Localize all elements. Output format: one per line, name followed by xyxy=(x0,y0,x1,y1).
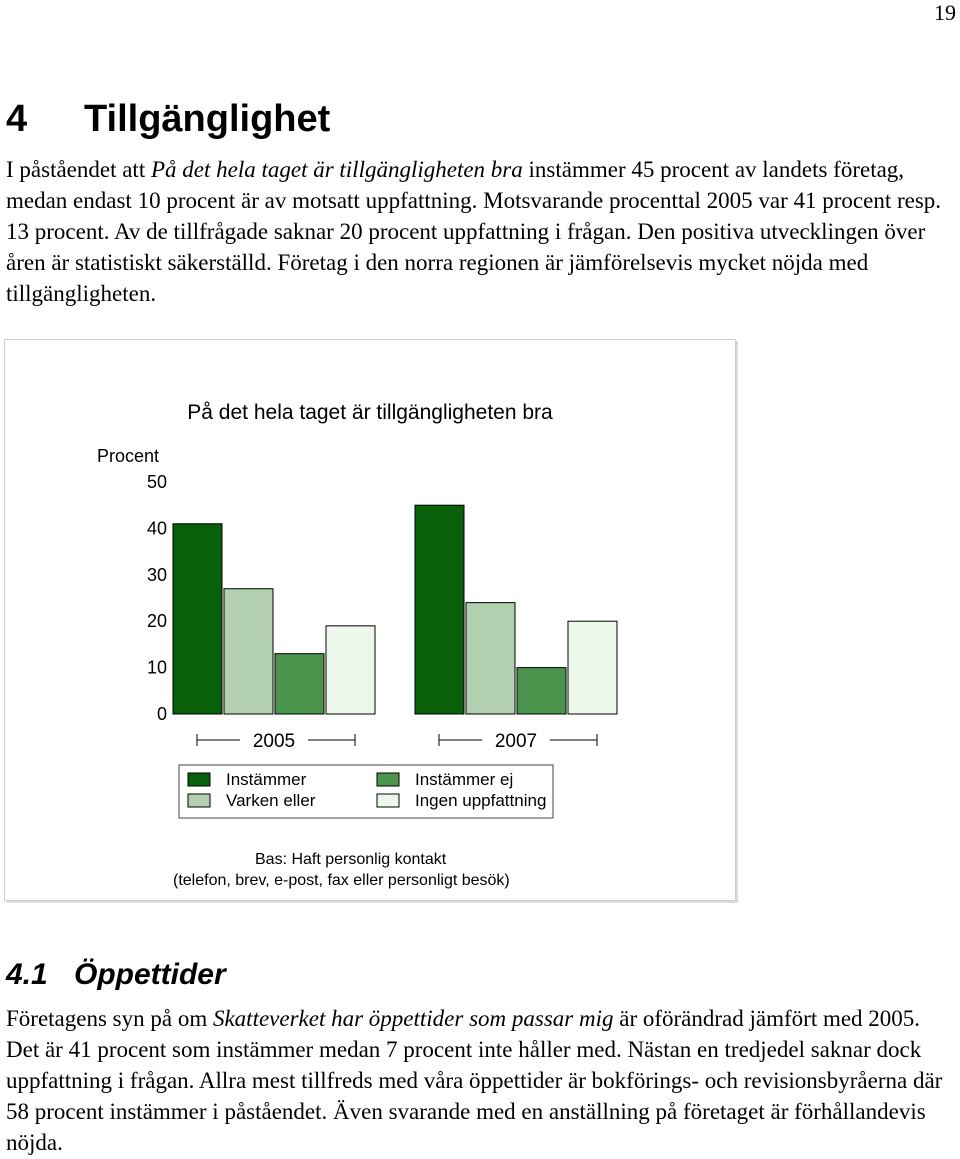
subsection-paragraph xyxy=(6,1003,956,1158)
bar xyxy=(275,654,324,714)
x-category-label: 2005 xyxy=(252,731,296,752)
chart-y-axis-label: Procent xyxy=(97,446,160,466)
subsection-number: 4.1 xyxy=(6,958,48,991)
page-number: 19 xyxy=(934,0,956,25)
bars xyxy=(173,505,617,714)
bar xyxy=(415,505,464,714)
x-category-labels xyxy=(197,731,597,752)
subsection-paragraph-part1: Företagens syn på om xyxy=(6,1006,213,1031)
section-number: 4 xyxy=(6,98,28,140)
legend-label: Instämmer ej xyxy=(415,770,514,789)
legend-label: Varken eller xyxy=(226,791,316,810)
bar-chart xyxy=(5,340,735,900)
subsection-paragraph-statement: Skatteverket har öppettider som passar mig xyxy=(212,1006,614,1031)
legend-swatch xyxy=(188,794,210,807)
y-tick-label: 20 xyxy=(146,611,167,632)
section-heading xyxy=(6,98,330,141)
legend-swatch xyxy=(188,773,210,786)
bar xyxy=(568,621,617,714)
chart-figure xyxy=(4,339,736,901)
section-paragraph-part2: instämmer 45 procent av landets företag, medan endast 10 procent är av motsatt uppfattning. Motsvarande procenttal 2005 var 41 procent resp. 13 procent. Av de tillfrågade saknar 20 procent uppfattning i frågan. Den positiva utvecklingen över åren är statistiskt säkerställd. Företag i den norra regionen är jämförelsevis mycket nöjda med tillgängligheten. xyxy=(6,157,942,306)
bar xyxy=(173,524,222,714)
bar xyxy=(224,589,273,714)
bar xyxy=(326,626,375,714)
y-tick-label: 10 xyxy=(146,657,167,678)
y-tick-labels xyxy=(147,472,167,724)
legend-label: Instämmer xyxy=(226,770,307,789)
bar xyxy=(466,603,515,714)
legend-swatch xyxy=(377,794,399,807)
subsection-title: Öppettider xyxy=(74,958,226,991)
subsection-heading xyxy=(6,958,226,992)
y-tick-label: 50 xyxy=(146,472,167,492)
chart-base-note: Bas: Haft personlig kontakt xyxy=(255,851,447,868)
x-category-label: 2007 xyxy=(494,731,538,752)
subsection-paragraph-part2: är oförändrad jämfört med 2005. Det är 41 procent som instämmer medan 7 procent inte håller med. Nästan en tredjedel saknar dock uppfattning i frågan. Allra mest tillfreds med våra öppettider är bokförings- och revisionsbyråerna där 58 procent instämmer i påståendet. Även svarande med en anställning på företaget är förhållandevis nöjda. xyxy=(6,1006,943,1155)
bar xyxy=(517,668,566,714)
y-tick-label: 0 xyxy=(156,704,167,724)
section-paragraph-part1: I påståendet att xyxy=(6,157,151,182)
chart-base-note-detail: (telefon, brev, e-post, fax eller personligt besök) xyxy=(173,872,510,889)
section-paragraph-statement: På det hela taget är tillgängligheten bra xyxy=(150,157,523,182)
section-paragraph xyxy=(6,154,956,309)
y-tick-label: 30 xyxy=(146,564,167,585)
section-title: Tillgänglighet xyxy=(84,98,331,140)
legend-swatch xyxy=(377,773,399,786)
y-tick-label: 40 xyxy=(146,518,167,539)
legend-label: Ingen uppfattning xyxy=(415,791,547,810)
chart-title: På det hela taget är tillgängligheten bra xyxy=(187,401,553,424)
